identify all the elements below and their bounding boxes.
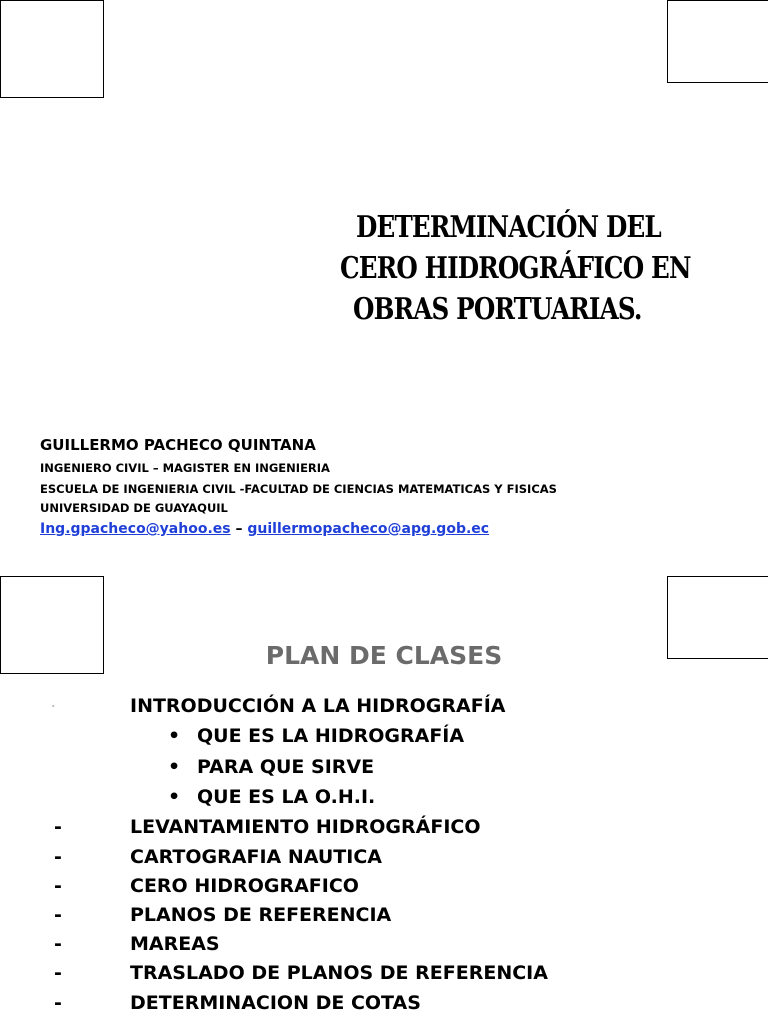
email-link[interactable]: Ing.gpacheco@yahoo.es (40, 521, 231, 537)
placeholder-frame (667, 0, 768, 83)
plan-title: PLAN DE CLASES (265, 641, 503, 670)
list-item-label: INTRODUCCIÓN A LA HIDROGRAFÍA (130, 695, 506, 717)
list-item-label: TRASLADO DE PLANOS DE REFERENCIA (130, 962, 548, 984)
sub-list-item (0, 756, 768, 786)
document-title-line: DETERMINACIÓN DEL (356, 210, 661, 245)
list-item (0, 695, 768, 725)
sub-list-item-label: QUE ES LA O.H.I. (197, 786, 376, 808)
list-item (0, 904, 768, 934)
email-separator: – (230, 521, 248, 537)
sub-list-item (0, 725, 768, 755)
dash-marker: - (54, 846, 62, 868)
sub-list-item-label: QUE ES LA HIDROGRAFÍA (197, 725, 465, 747)
placeholder-frame (0, 0, 104, 98)
list-item (0, 962, 768, 992)
dash-marker: - (54, 933, 62, 955)
list-item (0, 992, 768, 1022)
list-item-label: CERO HIDROGRAFICO (130, 875, 359, 897)
list-item-label: PLANOS DE REFERENCIA (130, 904, 392, 926)
author-school: ESCUELA DE INGENIERIA CIVIL -FACULTAD DE CIENCIAS MATEMATICAS Y FISICAS (40, 482, 557, 496)
dash-marker: - (54, 992, 62, 1014)
list-item (0, 875, 768, 905)
bullet-icon: • (168, 725, 181, 747)
list-item-label: CARTOGRAFIA NAUTICA (130, 846, 382, 868)
author-name: GUILLERMO PACHECO QUINTANA (40, 436, 316, 454)
sub-list-item (0, 786, 768, 816)
list-item (0, 846, 768, 876)
dash-marker: - (54, 904, 62, 926)
list-item-label: DETERMINACION DE COTAS (130, 992, 421, 1014)
sub-list-item-label: PARA QUE SIRVE (197, 756, 375, 778)
document-title-line: OBRAS PORTUARIAS. (353, 292, 642, 327)
document-title-line: CERO HIDROGRÁFICO EN (340, 251, 691, 286)
dash-marker: - (54, 875, 62, 897)
list-item (0, 933, 768, 963)
dash-marker: - (54, 962, 62, 984)
list-marker: - (52, 703, 55, 710)
author-university: UNIVERSIDAD DE GUAYAQUIL (40, 501, 228, 515)
bullet-icon: • (168, 786, 181, 808)
email-link[interactable]: guillermopacheco@apg.gob.ec (247, 521, 490, 537)
list-item-label: MAREAS (130, 933, 220, 955)
author-title: INGENIERO CIVIL – MAGISTER EN INGENIERIA (40, 461, 330, 475)
list-item (0, 816, 768, 846)
dash-marker: - (54, 816, 62, 838)
list-item-label: LEVANTAMIENTO HIDROGRÁFICO (130, 816, 481, 838)
bullet-icon: • (168, 756, 181, 778)
author-emails (40, 521, 489, 537)
